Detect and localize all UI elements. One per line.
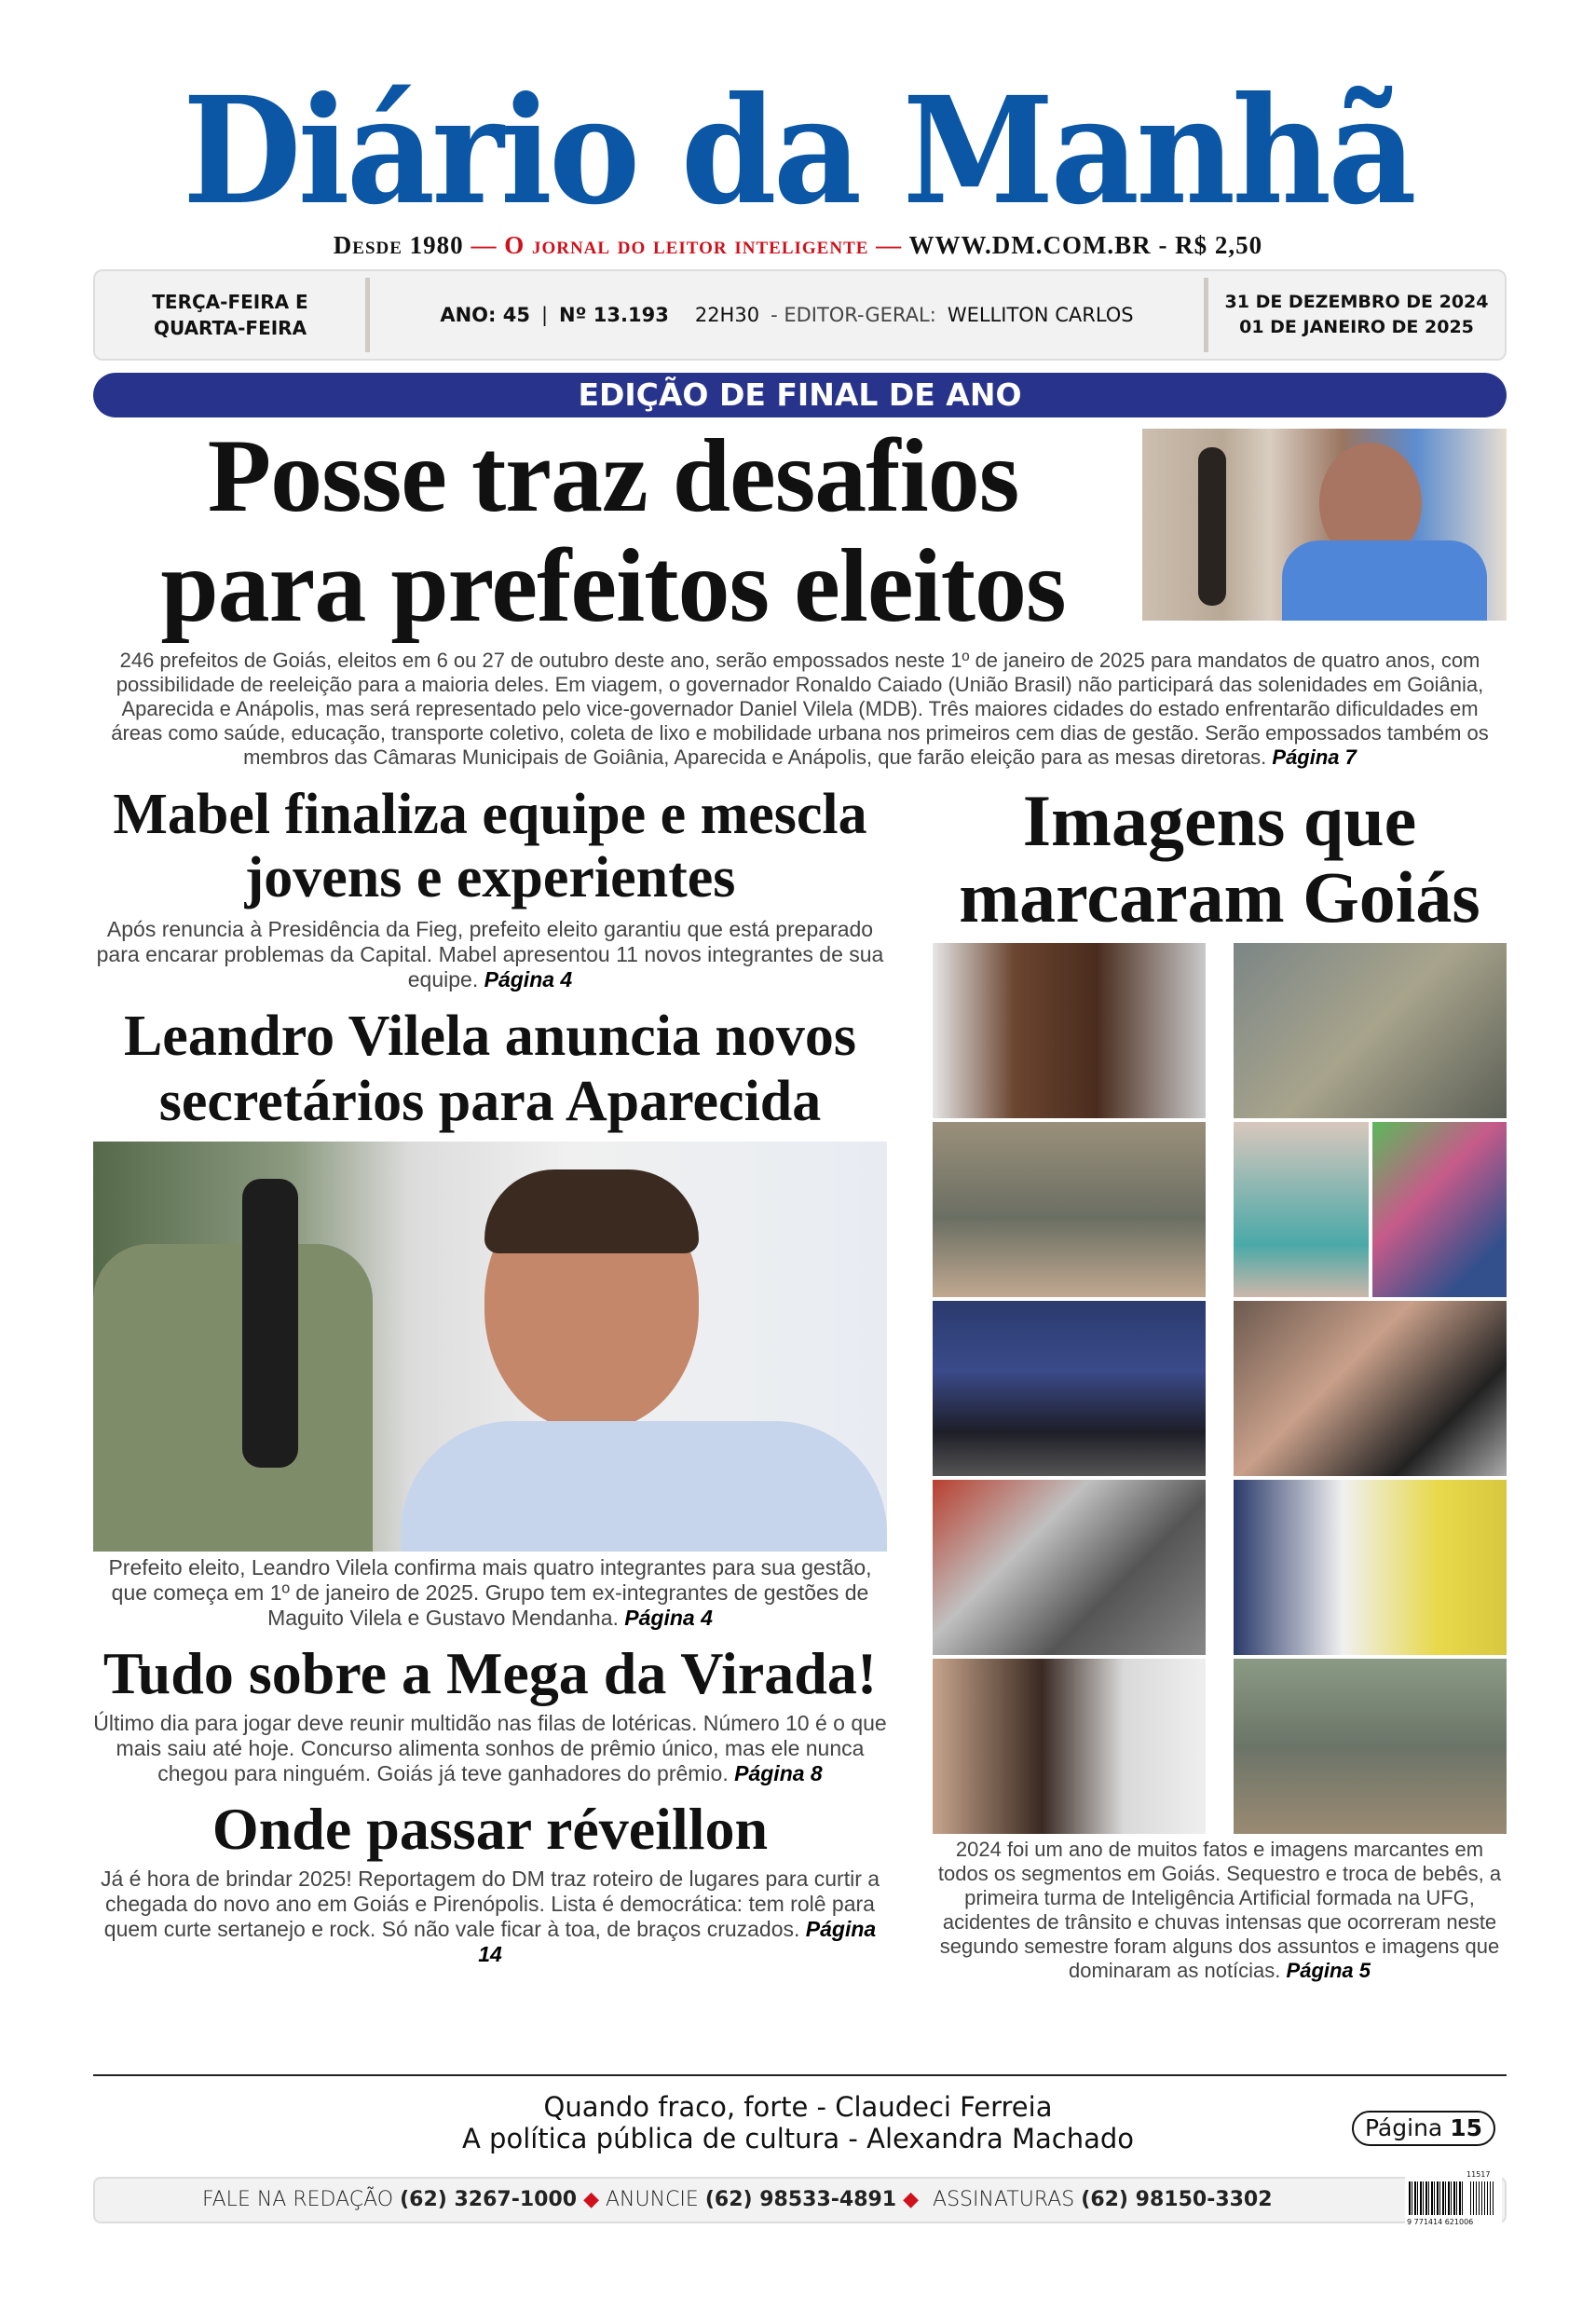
photo-tile[interactable] [933,1122,1206,1297]
front-page-content [93,418,1507,1983]
photo-tile[interactable] [933,943,1206,1118]
date-line2: 01 DE JANEIRO DE 2025 [1239,317,1474,337]
photo-grid [933,943,1507,1834]
newsroom-label: FALE NA REDAÇÃO [202,2188,394,2211]
barcode-addon-bars [1470,2181,1494,2215]
section-divider [93,2074,1507,2076]
subs-label: ASSINATURAS [933,2188,1075,2211]
photo-tile[interactable] [1234,1480,1507,1655]
opinion-line: A política pública de cultura - Alexandra Machado [461,2123,1135,2154]
photo-pair [1234,1122,1507,1297]
barcode [1405,2170,1502,2228]
divider: | [540,304,549,326]
statue-shape [1198,447,1226,606]
story-page-ref[interactable]: Página 8 [734,1761,823,1785]
person-background [93,1244,373,1552]
lead-headline-line1: Posse traz desafios [207,418,1019,534]
lead-photo[interactable] [1142,429,1507,621]
edition-date [1208,278,1505,352]
story-summary [93,917,887,992]
opinion-teasers[interactable] [280,2091,1316,2154]
photo-tile[interactable] [933,1659,1206,1834]
editor-name: WELLITON CARLOS [947,304,1134,326]
photo-tile[interactable] [1234,1122,1369,1297]
edition-weekday [95,278,365,352]
images-feature-headline[interactable]: Imagens que marcaram Goiás [959,780,1480,937]
opinion-line: Quando fraco, forte - Claudeci Ferreia [543,2091,1053,2123]
story-summary [93,1711,887,1786]
story-summary-text: Após renuncia à Presidência da Fieg, prefeito eleito garantiu que está preparado para encarar problemas da Capital. Mabel apresentou 11 novos integrantes de sua equipe. [96,917,884,991]
weekday-line2: QUARTA-FEIRA [153,317,307,339]
photo-tile[interactable] [1234,1659,1507,1834]
story-page-ref[interactable]: Página 4 [624,1606,713,1630]
page-number: 15 [1450,2114,1482,2141]
tagline-slogan: — O jornal do leitor inteligente — [471,231,903,259]
tagline-since: Desde 1980 [333,231,464,259]
lead-page-ref[interactable]: Página 7 [1272,745,1357,769]
photo-tile[interactable] [1372,1122,1507,1297]
lead-headline[interactable] [93,418,1133,644]
story-headline[interactable]: Leandro Vilela anuncia novos secretários para Aparecida [123,1005,857,1133]
story-summary [93,1867,887,1967]
images-feature-text: 2024 foi um ano de muitos fatos e imagens marcantes em todos os segmentos em Goiás. Sequestro e troca de bebês, a primeira turma de Inteligência Artificial formada na UFG, acidentes de trânsito e chuvas intensas que ocorreram neste segundo semestre foram alguns dos assuntos e imagens que dominaram as notícias. [937,1838,1502,1982]
images-feature-summary [933,1838,1507,1983]
person-shirt [401,1421,887,1552]
lead-row [93,418,1507,644]
edition-number: Nº 13.193 [559,304,669,326]
barcode-bars [1409,2181,1465,2215]
story-headline[interactable]: Mabel finaliza equipe e mescla jovens e experientes [113,783,867,909]
masthead-logo: Diário da Manhã [183,65,1413,238]
photo-tile[interactable] [933,1301,1206,1476]
masthead-tagline [0,231,1596,260]
edition-year: ANO: 45 [440,304,530,326]
editor-label: - EDITOR-GERAL: [771,304,936,326]
edition-time: 22H30 [694,304,760,326]
photo-tile[interactable] [1234,943,1507,1118]
edition-info-box [93,269,1507,361]
opinion-page-pill[interactable] [1352,2111,1495,2146]
images-feature-page-ref[interactable]: Página 5 [1286,1959,1371,1982]
edition-meta [370,278,1204,352]
tagline-site[interactable]: WWW.DM.COM.BR [908,231,1152,259]
tagline-price: - R$ 2,50 [1158,231,1263,259]
leandro-vilela-photo[interactable] [93,1142,887,1552]
story-page-ref[interactable]: Página 14 [478,1917,877,1966]
person-shirt [1282,540,1487,621]
columns [93,780,1507,1983]
contact-footer [93,2177,1507,2223]
diamond-icon: ◆ [583,2188,599,2211]
microphone-icon [242,1179,298,1468]
story-summary-text: Já é hora de brindar 2025! Reportagem do DM traz roteiro de lugares para curtir a chegada do novo ano em Goiás e Pirenópolis. Lista é democrática: tem rolê para quem curte sertanejo e rock. Só não vale ficar à toa, de braços cruzados. [100,1867,880,1941]
page-label: Página [1364,2114,1443,2141]
ads-label: ANUNCIE [606,2188,699,2211]
lead-summary [93,649,1507,770]
barcode-number: 9 771414 621006 [1407,2218,1474,2226]
story-page-ref[interactable]: Página 4 [484,967,573,991]
edition-banner: EDIÇÃO DE FINAL DE ANO [93,373,1507,417]
person-hair [484,1169,699,1253]
story-summary-text: Último dia para jogar deve reunir multidão nas filas de lotéricas. Número 10 é o que mais saiu até hoje. Concurso alimenta sonhos de prêmio único, mas ele nunca chegou para ninguém. Goiás já teve ganhadores do prêmio. [93,1711,887,1785]
barcode-addon-number: 11517 [1466,2170,1491,2179]
story-summary [93,1555,887,1631]
date-line1: 31 DE DEZEMBRO DE 2024 [1224,292,1489,312]
lead-headline-line2: para prefeitos eleitos [160,528,1066,644]
story-headline[interactable]: Tudo sobre a Mega da Virada! [102,1640,878,1706]
weekday-line1: TERÇA-FEIRA E [152,291,308,313]
ads-phone[interactable]: (62) 98533-4891 [704,2188,897,2211]
lead-summary-text: 246 prefeitos de Goiás, eleitos em 6 ou 27 de outubro deste ano, serão empossados neste 1º de janeiro de 2025 para mandatos de quatro anos, com possibilidade de reeleição para a maioria deles. Em viagem, o governador Ronaldo Caiado (União Brasil) não participará das solenidades em Goiânia, Aparecida e Anápolis, mas será representado pelo vice-governador Daniel Vilela (MDB). Três maiores cidades do estado enfrentarão dificuldades em áreas como saúde, educação, transporte coletivo, coleta de lixo e mobilidade urbana nos primeiros cem dias de gestão. Serão empossados também os membros das Câmaras Municipais de Goiânia, Aparecida e Anápolis, que farão eleição para as mesas diretoras. [111,649,1489,769]
story-summary-text: Prefeito eleito, Leandro Vilela confirma mais quatro integrantes para sua gestão, que começa em 1º de janeiro de 2025. Grupo tem ex-integrantes de gestões de Maguito Vilela e Gustavo Mendanha. [108,1555,872,1630]
right-column [933,780,1507,1983]
photo-tile[interactable] [933,1480,1206,1655]
newsroom-phone[interactable]: (62) 3267-1000 [400,2188,578,2211]
diamond-icon: ◆ [903,2188,920,2211]
left-column [93,783,887,1983]
subs-phone[interactable]: (62) 98150-3302 [1081,2188,1273,2211]
photo-tile[interactable] [1234,1301,1507,1476]
story-headline[interactable]: Onde passar réveillon [211,1796,769,1862]
